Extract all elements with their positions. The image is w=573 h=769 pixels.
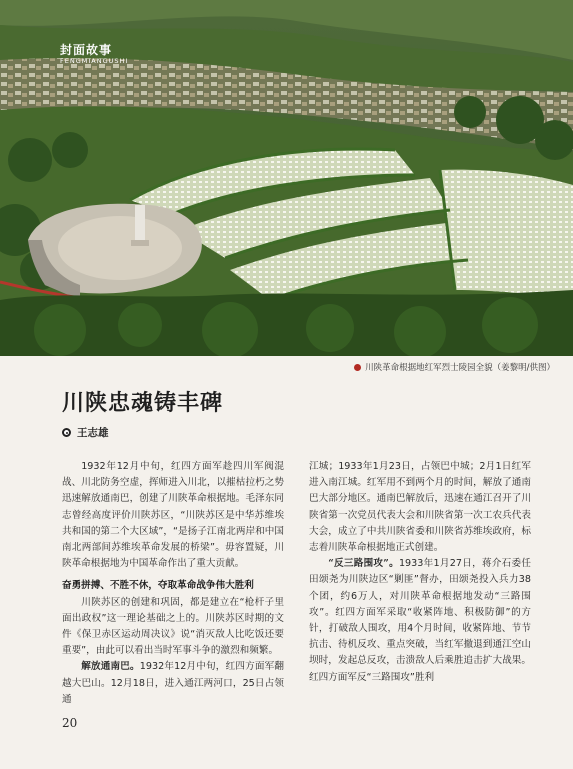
- author-line: [62, 425, 109, 440]
- paragraph: 江城；1933年1月23日，占领巴中城；2月1日红军进入南江城。红军用不到两个月的时间，解放了通南巴大部分地区。通南巴解放后，迅速在通江召开了川陕省第一次党员代表大会和川陕省第一次工农兵代表大会，成立了中共川陕省委和川陕省苏维埃政府，标志着川陕革命根据地正式创建。: [309, 461, 531, 554]
- paragraph-lead: “反三路围攻”。: [328, 558, 399, 570]
- paragraph-text: 1933年1月27日，蒋介石委任田颂尧为川陕边区“剿匪”督办，田颂尧投入兵力38个团，约6万人，对川陕革命根据地发动“三路围攻”。红四方面军采取“收紧阵地、积极防御”的方针，打破敌人围攻，用4个月时间，收紧阵地、节节抗击、待机反攻、重点突破，当红军撤退到通江空山坝时，发起总反攻，击溃敌人后乘胜追击扩大战果。红四方面军反“三路围攻”胜利: [309, 558, 531, 683]
- article-title: 川陕忠魂铸丰碑: [62, 390, 224, 416]
- body-column-left: [62, 459, 284, 708]
- paragraph-lead: 解放通南巴。: [81, 661, 140, 673]
- column-tag-en: FENGMIANGUSHI: [60, 57, 129, 65]
- caption-text: 川陕革命根据地红军烈士陵园全貌（姜黎明/供图）: [365, 363, 555, 373]
- page-number: 20: [62, 716, 78, 730]
- column-tag: [60, 44, 128, 65]
- paragraph: [62, 659, 284, 708]
- section-subhead: 奋勇拼搏、不胜不休，夺取革命战争伟大胜利: [62, 580, 254, 592]
- caption-bullet-icon: [354, 364, 361, 371]
- paragraph: 1932年12月中旬，红四方面军趁四川军阀混战、川北防务空虚，挥师进入川北，以摧枯拉朽之势迅速解放通南巴，创建了川陕革命根据地。毛泽东同志曾经高度评价川陕苏区，“川陕苏区是中华苏维埃共和国的第二个大区域”，“是扬子江南北两岸和中国南北两部间苏维埃革命发展的桥梁”。毋容置疑，川陕革命根据地为中国革命作出了重大贡献。: [62, 461, 284, 570]
- paragraph: 川陕苏区的创建和巩固，都是建立在“枪杆子里面出政权”这一理论基础之上的。川陕苏区时期的文件《保卫赤区运动周决议》说“消灭敌人比吃饭还要重要”，由此可以看出当时军事斗争的激烈和频繁。: [62, 596, 284, 657]
- paragraph-text: 1932年12月中旬，红四方面军翻越大巴山。12月18日，进入通江两河口，25日占领通: [62, 661, 284, 705]
- hero-photo: [0, 0, 573, 356]
- column-tag-cn: 封面故事: [60, 43, 113, 57]
- photo-caption: [354, 361, 555, 373]
- paragraph: [309, 556, 531, 686]
- author-bullet-icon: [62, 428, 71, 437]
- author-name: 王志雄: [77, 427, 109, 439]
- body-column-right: [309, 459, 531, 686]
